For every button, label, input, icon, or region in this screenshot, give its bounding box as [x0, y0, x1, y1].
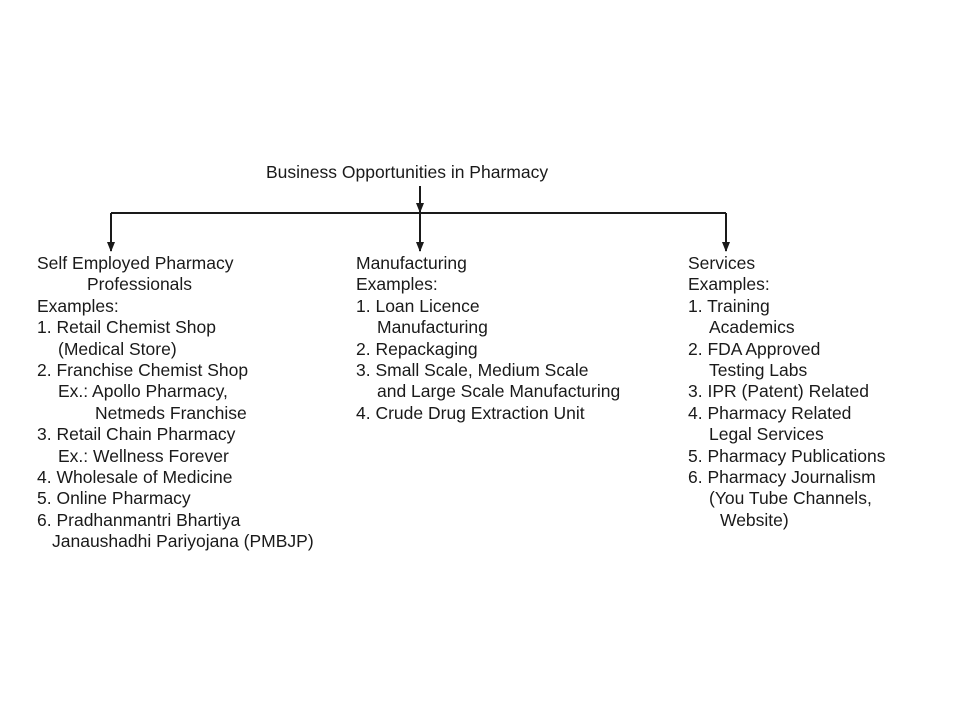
- list-item: 4. Crude Drug Extraction Unit: [356, 402, 585, 423]
- list-item: Ex.: Apollo Pharmacy,: [58, 381, 228, 402]
- list-item: 1. Retail Chemist Shop: [37, 317, 216, 338]
- diagram-title: Business Opportunities in Pharmacy: [266, 162, 549, 182]
- list-item: and Large Scale Manufacturing: [377, 381, 621, 402]
- list-item: Manufacturing: [377, 317, 488, 338]
- list-item: Ex.: Wellness Forever: [58, 445, 229, 466]
- list-item: Netmeds Franchise: [95, 402, 247, 423]
- list-item: 6. Pradhanmantri Bhartiya: [37, 509, 241, 530]
- list-item: 5. Pharmacy Publications: [688, 445, 886, 466]
- list-item: Legal Services: [709, 424, 824, 445]
- branch-heading: Professionals: [87, 274, 193, 295]
- list-item: 3. Retail Chain Pharmacy: [37, 424, 236, 445]
- examples-label: Examples:: [688, 274, 770, 295]
- examples-label: Examples:: [356, 274, 438, 295]
- list-item: 1. Training: [688, 295, 770, 316]
- branch-heading: Manufacturing: [356, 253, 467, 273]
- list-item: Janaushadhi Pariyojana (PMBJP): [52, 531, 314, 552]
- list-item: Academics: [709, 317, 795, 338]
- branch-manufacturing: [356, 253, 620, 424]
- list-item: (Medical Store): [58, 338, 177, 359]
- list-item: 5. Online Pharmacy: [37, 488, 191, 509]
- list-item: 6. Pharmacy Journalism: [688, 467, 876, 488]
- list-item: 3. IPR (Patent) Related: [688, 381, 869, 402]
- branch-heading: Self Employed Pharmacy: [37, 253, 234, 273]
- branch-services: [688, 253, 885, 531]
- list-item: 1. Loan Licence: [356, 295, 480, 316]
- list-item: 4. Wholesale of Medicine: [37, 467, 233, 488]
- branch-heading: Services: [688, 253, 756, 273]
- list-item: 2. Repackaging: [356, 338, 478, 359]
- examples-label: Examples:: [37, 295, 119, 316]
- list-item: Website): [720, 509, 789, 530]
- list-item: Testing Labs: [709, 360, 808, 381]
- list-item: 3. Small Scale, Medium Scale: [356, 360, 589, 381]
- list-item: 2. FDA Approved: [688, 338, 821, 359]
- branch-self-employed: [37, 253, 314, 553]
- list-item: (You Tube Channels,: [709, 488, 872, 509]
- list-item: 4. Pharmacy Related: [688, 402, 852, 423]
- list-item: 2. Franchise Chemist Shop: [37, 360, 249, 381]
